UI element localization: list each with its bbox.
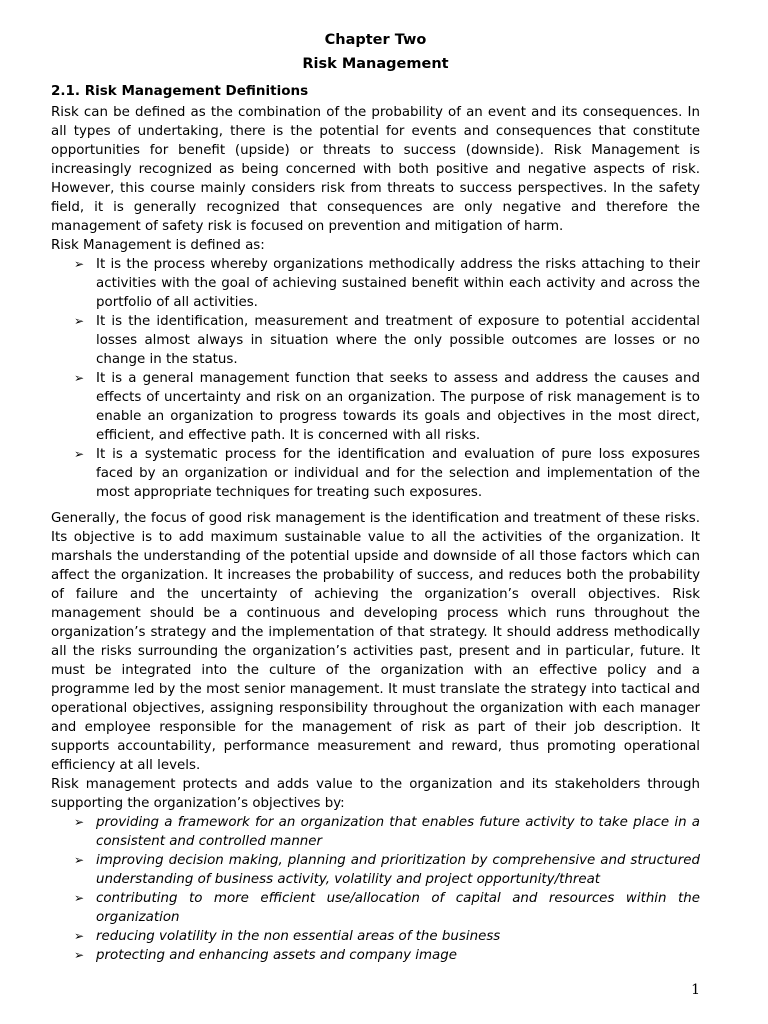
section-heading: 2.1. Risk Management Definitions [51, 83, 309, 99]
objectives-list [51, 813, 700, 965]
arrow-bullet-icon: ➢ [74, 948, 85, 962]
arrow-bullet-icon: ➢ [74, 371, 85, 385]
generally-paragraph: Generally, the focus of good risk management is the identification and treatment of these risks. Its objective is to add maximum sustainable value to all the activities of the organization. It marshals the understanding of the potential upside and downside of all those factors which can affect the organization. It increases the probability of success, and reduces both the probability of failure and the uncertainty of achieving the organization’s overall objectives. Risk management should be a continuous and developing process which runs throughout the organization’s strategy and the implementation of that strategy. It should address methodically all the risks surrounding the organization’s activities past, present and in particular, future. It must be integrated into the culture of the organization with an effective policy and a programme led by the most senior management. It must translate the strategy into tactical and operational objectives, assigning responsibility throughout the organization with each manager and employee responsible for the management of risk as part of their job description. It supports accountability, performance measurement and reward, thus promoting operational efficiency at all levels. [51, 511, 700, 773]
list-item: ➢ It is the identification, measurement and treatment of exposure to potential accidental losses almost always in situation where the only possible outcomes are losses or no change in the status. [74, 314, 700, 367]
arrow-bullet-icon: ➢ [74, 853, 85, 867]
definitions-list [51, 255, 700, 502]
arrow-bullet-icon: ➢ [74, 891, 85, 905]
page-title: Risk Management [302, 56, 449, 72]
arrow-bullet-icon: ➢ [74, 257, 85, 271]
list-item: ➢ reducing volatility in the non essential areas of the business [74, 929, 501, 944]
list-item: ➢ providing a framework for an organization that enables future activity to take place in a consistent and controlled manner [74, 815, 700, 849]
list-item: ➢ improving decision making, planning and prioritization by comprehensive and structured understanding of business activity, volatility and project opportunity/threat [74, 853, 700, 887]
intro-paragraph: Risk can be defined as the combination of the probability of an event and its consequences. In all types of undertaking, there is the potential for events and consequences that constitute opportunities for benefit (upside) or threats to success (downside). Risk Management is increasingly recognized as being concerned with both positive and negative aspects of risk. However, this course mainly considers risk from threats to success perspectives. In the safety field, it is generally recognized that consequences are only negative and therefore the management of safety risk is focused on prevention and mitigation of harm. [51, 105, 700, 234]
list-item: ➢ protecting and enhancing assets and company image [74, 948, 457, 963]
list-item: ➢ It is the process whereby organizations methodically address the risks attaching to their activities with the goal of achieving sustained benefit within each activity and across the portfolio of all activities. [74, 257, 700, 310]
defined-as-text: Risk Management is defined as: [51, 238, 265, 253]
arrow-bullet-icon: ➢ [74, 314, 85, 328]
list-item: ➢ It is a systematic process for the identification and evaluation of pure loss exposures faced by an organization or individual and for the selection and implementation of the most appropriate techniques for treating such exposures. [74, 447, 700, 500]
arrow-bullet-icon: ➢ [74, 447, 85, 461]
page-number: 1 [691, 982, 700, 998]
protects-paragraph: Risk management protects and adds value to the organization and its stakeholders through supporting the organization’s objectives by: [51, 777, 700, 811]
arrow-bullet-icon: ➢ [74, 929, 85, 943]
arrow-bullet-icon: ➢ [74, 815, 85, 829]
list-item: ➢ It is a general management function that seeks to assess and address the causes and effects of uncertainty and risk on an organization. The purpose of risk management is to enable an organization to progress towards its goals and objectives in the most direct, efficient, and effective path. It is concerned with all risks. [74, 371, 700, 443]
document-page [51, 28, 700, 965]
chapter-heading: Chapter Two [324, 32, 427, 48]
list-item: ➢ contributing to more efficient use/allocation of capital and resources within the organization [74, 891, 700, 925]
